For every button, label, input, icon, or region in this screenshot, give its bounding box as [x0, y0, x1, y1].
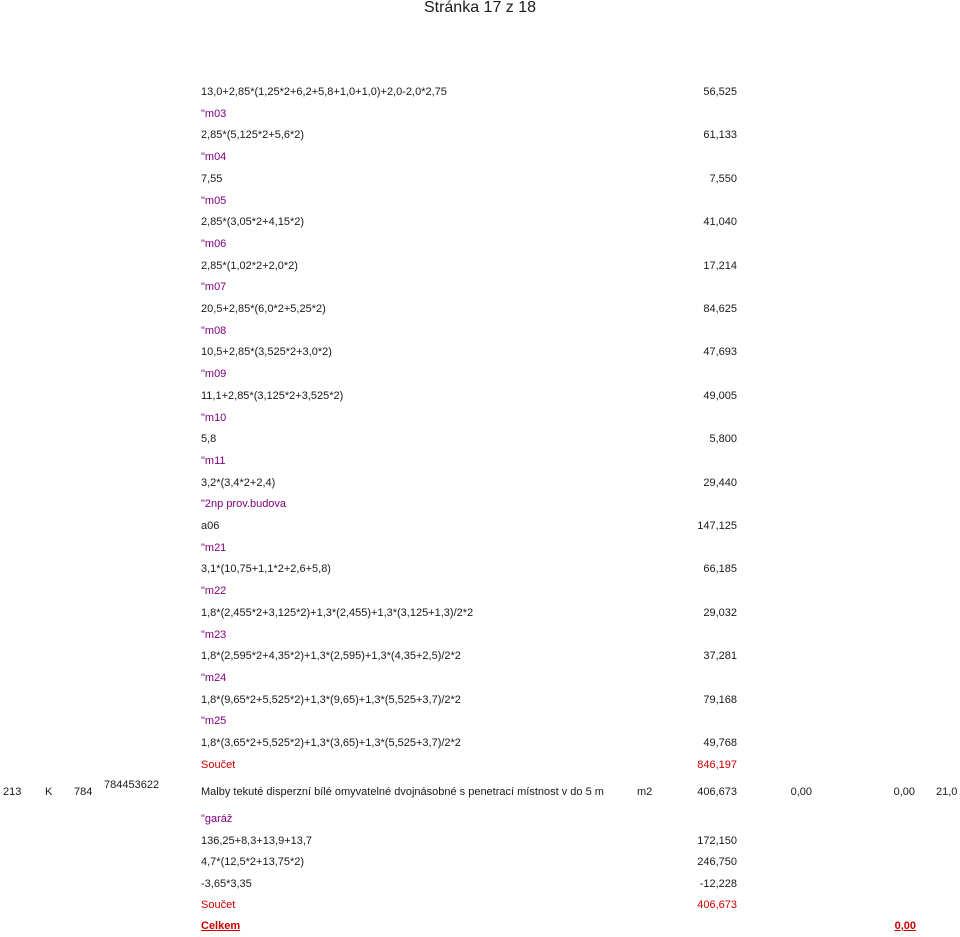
formula-value: -12,228 [699, 877, 737, 890]
formula-value: 49,005 [703, 389, 737, 402]
formula-text: 2,85*(3,05*2+4,15*2) [201, 216, 305, 229]
measurement-row [0, 454, 960, 468]
formula-value: 84,625 [703, 303, 737, 315]
room-label: "m09 [201, 368, 227, 381]
formula-value: 246,750 [697, 856, 737, 869]
measurement-row [0, 259, 960, 273]
room-label: "m05 [201, 194, 227, 207]
measurement-row [0, 628, 960, 642]
formula-value: 66,185 [703, 563, 737, 576]
formula-value: 79,168 [703, 693, 737, 706]
formula-text: a06 [201, 520, 220, 532]
formula-text: 2,85*(5,125*2+5,6*2) [201, 129, 305, 142]
room-label: "m10 [201, 411, 227, 424]
measurement-row [0, 237, 960, 251]
sum-value: 406,673 [697, 899, 737, 912]
formula-text: 136,25+8,3+13,9+13,7 [201, 834, 313, 847]
measurement-row [0, 107, 960, 121]
measurement-row [0, 693, 960, 707]
formula-value: 172,150 [697, 834, 737, 847]
measurement-row [0, 389, 960, 403]
formula-value: 37,281 [703, 650, 737, 663]
sum-label: Součet [201, 758, 236, 771]
room-label: "2np prov.budova [201, 498, 287, 511]
measurement-row [0, 758, 960, 772]
measurement-row [0, 150, 960, 164]
formula-value: 56,525 [703, 86, 737, 98]
measurement-row [0, 324, 960, 338]
formula-text: 10,5+2,85*(3,525*2+3,0*2) [201, 346, 332, 359]
formula-text: 4,7*(12,5*2+13,75*2) [201, 856, 305, 869]
room-label: "m11 [201, 454, 226, 467]
room-label: "m24 [201, 671, 227, 684]
room-label: "m08 [201, 324, 227, 337]
item-code: 784453622 [104, 779, 160, 791]
room-label: "m06 [201, 237, 227, 250]
measurement-row [0, 476, 960, 490]
formula-text: 2,85*(1,02*2+2,0*2) [201, 259, 298, 272]
formula-value: 17,214 [703, 259, 737, 272]
measurement-row [0, 215, 960, 229]
measurement-row [0, 280, 960, 294]
item-description: Malby tekuté disperzní bílé omyvatelné dvojnásobné s penetrací místnost v do 5 m [201, 786, 604, 798]
room-label: "m03 [201, 107, 227, 120]
formula-text: 20,5+2,85*(6,0*2+5,25*2) [201, 303, 326, 315]
measurement-row [0, 541, 960, 555]
room-label: "m21 [201, 541, 227, 554]
measurement-row [0, 898, 960, 912]
formula-text: 1,8*(3,65*2+5,525*2)+1,3*(3,65)+1,3*(5,525+3,7)/2*2 [201, 737, 461, 749]
item-number: 213 [3, 786, 22, 798]
measurement-row [0, 877, 960, 891]
sum-value: 846,197 [697, 758, 737, 771]
item-type: K [45, 786, 53, 798]
total-label: Celkem [201, 920, 241, 932]
formula-text: 3,1*(10,75+1,1*2+2,6+5,8) [201, 563, 331, 576]
measurement-row [0, 562, 960, 576]
measurement-row [0, 172, 960, 186]
formula-value: 29,440 [703, 476, 737, 489]
measurement-row [0, 834, 960, 848]
formula-text: 1,8*(2,595*2+4,35*2)+1,3*(2,595)+1,3*(4,35+2,5)/2*2 [201, 650, 461, 663]
formula-value: 5,800 [709, 433, 737, 446]
room-label: "m22 [201, 585, 227, 598]
formula-value: 7,550 [709, 172, 737, 185]
measurement-row [0, 345, 960, 359]
measurement-row [0, 736, 960, 750]
formula-text: 1,8*(2,455*2+3,125*2)+1,3*(2,455)+1,3*(3,125+1,3)/2*2 [201, 606, 474, 619]
formula-value: 61,133 [703, 129, 737, 142]
sum-label: Součet [201, 899, 236, 912]
total-row [0, 919, 960, 933]
measurement-row [0, 714, 960, 728]
measurement-row [0, 855, 960, 869]
measurement-row [0, 812, 960, 826]
room-label: "m04 [201, 151, 227, 164]
formula-value: 47,693 [703, 346, 737, 359]
measurement-row [0, 432, 960, 446]
item-group: 784 [74, 786, 93, 798]
item-quantity: 406,673 [697, 786, 737, 798]
room-label: "garáž [201, 813, 233, 825]
item-last-column: 21,0 [936, 786, 958, 798]
measurement-row [0, 671, 960, 685]
formula-text: 13,0+2,85*(1,25*2+6,2+5,8+1,0+1,0)+2,0-2,0*2,75 [201, 86, 447, 98]
page-title: Stránka 17 z 18 [423, 0, 537, 16]
measurement-row [0, 519, 960, 533]
room-label: "m07 [201, 281, 227, 294]
item-unit: m2 [637, 786, 653, 798]
measurement-row [0, 367, 960, 381]
measurement-row [0, 606, 960, 620]
measurement-row [0, 497, 960, 511]
measurement-row [0, 649, 960, 663]
formula-value: 49,768 [703, 737, 737, 749]
measurement-row [0, 128, 960, 142]
item-row [0, 778, 960, 808]
formula-text: -3,65*3,35 [201, 877, 252, 890]
item-total: 0,00 [893, 786, 915, 798]
formula-text: 5,8 [201, 433, 217, 446]
formula-text: 3,2*(3,4*2+2,4) [201, 476, 276, 489]
measurement-row [0, 411, 960, 425]
formula-value: 41,040 [703, 216, 737, 229]
formula-text: 7,55 [201, 172, 223, 185]
measurement-row [0, 584, 960, 598]
measurement-row [0, 194, 960, 208]
room-label: "m23 [201, 628, 227, 641]
item-unit-price: 0,00 [790, 786, 812, 798]
measurement-row [0, 302, 960, 316]
formula-value: 29,032 [703, 606, 737, 619]
formula-text: 11,1+2,85*(3,125*2+3,525*2) [201, 389, 344, 402]
measurement-row [0, 85, 960, 99]
total-value: 0,00 [894, 920, 916, 932]
formula-text: 1,8*(9,65*2+5,525*2)+1,3*(9,65)+1,3*(5,525+3,7)/2*2 [201, 693, 461, 706]
room-label: "m25 [201, 715, 227, 728]
formula-value: 147,125 [697, 520, 737, 532]
